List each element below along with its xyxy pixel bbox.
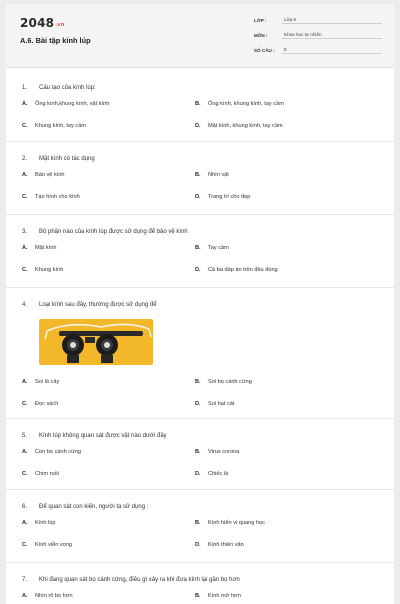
answer-option[interactable]: D. Mặt kính, khung kính, tay cầm	[195, 123, 283, 129]
answer-option[interactable]: B. Ống kính, khung kính, tay cầm	[195, 101, 284, 107]
meta-class	[254, 12, 382, 24]
answer-option[interactable]: C. Đọc sách	[22, 401, 59, 407]
answer-option[interactable]: D. Chiếc lá	[195, 471, 229, 477]
question-6	[6, 489, 394, 562]
question-3	[6, 214, 394, 287]
question-2	[6, 141, 394, 214]
question-7	[6, 562, 394, 604]
answer-option[interactable]: A. Kính lúp	[22, 520, 56, 526]
magnifier-glasses-image	[39, 319, 153, 365]
question-text: 6. Để quan sát con kiến, người ta sử dụng :	[22, 504, 149, 510]
meta-class-value: Lớp 6	[282, 17, 382, 24]
answer-option[interactable]: B. Virus corona	[195, 449, 240, 455]
answer-option[interactable]: A. Soi lá cây	[22, 379, 60, 385]
answer-option[interactable]: A. Con bọ cánh cứng	[22, 449, 82, 455]
meta-count-label: SỐ CÂU :	[254, 48, 275, 53]
question-text: 1. Cấu tạo của kính lúp:	[22, 85, 96, 91]
answer-option[interactable]: A. Ống kính,khung kính, vật kính	[22, 101, 110, 107]
question-5	[6, 418, 394, 489]
question-text: 4. Loại kính sau đây, thường được sử dụng để	[22, 302, 157, 308]
meta-subject-label: MÔN :	[254, 33, 268, 38]
answer-option[interactable]: D. Trang trí cho đẹp	[195, 194, 251, 200]
answer-option[interactable]: B. Nhìn vật	[195, 172, 229, 178]
meta-class-label: LỚP :	[254, 18, 267, 23]
answer-option[interactable]: C. Tạo hình cho kính	[22, 194, 80, 200]
answer-option[interactable]: B. Kính mờ hơn	[195, 593, 241, 599]
question-4	[6, 287, 394, 418]
worksheet-meta	[254, 12, 382, 57]
logo-text: 2048	[20, 16, 55, 30]
answer-option[interactable]: A. Bảo vệ kính	[22, 172, 65, 178]
meta-subject-value: Khoa học tự nhiên	[282, 32, 382, 39]
magnifier-glasses-icon	[39, 319, 153, 365]
answer-option[interactable]: D. Kính thiên văn	[195, 542, 244, 548]
meta-count	[254, 42, 382, 54]
question-1	[6, 68, 394, 141]
answer-option[interactable]: C. Khung kính, tay cầm	[22, 123, 86, 129]
worksheet	[6, 4, 394, 604]
logo-suffix: .vn	[55, 22, 65, 28]
page-title: A.6. Bài tập kính lúp	[20, 36, 91, 45]
question-text: 7. Khi đang quan sát bọ cánh cứng, điều gì xảy ra khi đưa kính lại gần bọ hơn	[22, 577, 240, 583]
meta-subject	[254, 27, 382, 39]
answer-option[interactable]: A. Nhìn rõ bọ hơn	[22, 593, 73, 599]
answer-option[interactable]: D. Soi hạt cát	[195, 401, 235, 407]
answer-option[interactable]: D. Cả ba đáp án trên đều đúng	[195, 267, 278, 273]
answer-option[interactable]: A. Mặt kính	[22, 245, 57, 251]
worksheet-header	[6, 4, 394, 68]
answer-option[interactable]: B. Soi bọ cánh cứng	[195, 379, 252, 385]
site-logo[interactable]	[20, 16, 65, 30]
meta-count-value: 8	[282, 47, 382, 54]
answer-option[interactable]: C. Khung kính	[22, 267, 64, 273]
question-text: 3. Bộ phận nào của kính lúp được sử dụng để bảo vệ kính	[22, 229, 188, 235]
answer-option[interactable]: B. Tay cầm	[195, 245, 229, 251]
answer-option[interactable]: C. Chim ruồi	[22, 471, 59, 477]
question-text: 2. Mặt kính có tác dụng	[22, 156, 95, 162]
question-text: 5. Kính lúp không quan sát được vật nào dưới đây	[22, 433, 167, 439]
answer-option[interactable]: B. Kính hiển vi quang học	[195, 520, 265, 526]
answer-option[interactable]: C. Kính viễn vọng	[22, 542, 73, 548]
